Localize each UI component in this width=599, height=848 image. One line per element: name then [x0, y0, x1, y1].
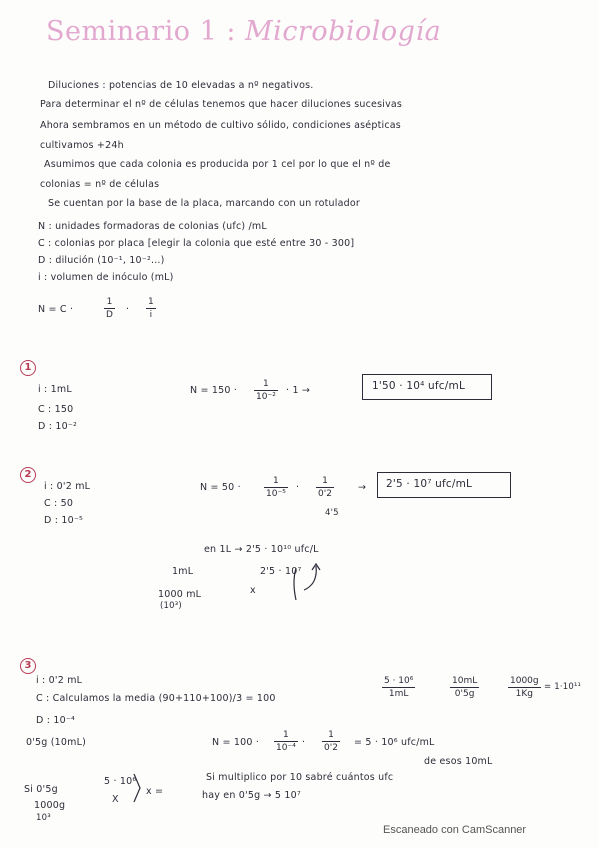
formula-fraction-i — [146, 297, 156, 320]
frac-num: 10mL — [452, 676, 478, 686]
definition-line: D : dilución (10⁻¹, 10⁻²...) — [38, 255, 165, 266]
ex3-equation: N = 100 · — [212, 737, 260, 748]
ex1-value: C : 150 — [38, 404, 74, 415]
ex2-value: i : 0'2 mL — [44, 481, 91, 492]
ex3-bottom-item: 5 · 10⁶ — [104, 776, 137, 787]
page-title — [46, 16, 441, 47]
ex3-value: 0'5g (10mL) — [26, 737, 86, 748]
ex2-fraction-2 — [316, 476, 334, 499]
frac-den: 0'2 — [318, 489, 332, 499]
ex2-conv-item: 1mL — [172, 566, 194, 577]
ex3-fraction-1 — [274, 730, 298, 753]
frac-den: 10⁻⁴ — [276, 743, 296, 753]
title-main: Seminario 1 : — [46, 16, 236, 47]
frac-num: 1 — [148, 297, 154, 307]
formula-dot: · — [126, 304, 130, 315]
frac-num: 1 — [322, 476, 328, 486]
ex1-fraction — [254, 379, 278, 402]
frac-den: D — [106, 310, 113, 320]
exercise-1-number: 1 — [20, 360, 36, 376]
intro-line: Ahora sembramos en un método de cultivo sólido, condiciones asépticas — [40, 120, 401, 131]
ex3-bottom-text: hay en 0'5g → 5 10⁷ — [202, 790, 301, 801]
ex1-result: 1'50 · 10⁴ ufc/mL — [372, 380, 465, 392]
definition-line: i : volumen de inóculo (mL) — [38, 272, 174, 283]
frac-num: 1 — [263, 379, 269, 389]
ex3-bottom-item: 10³ — [36, 813, 51, 823]
frac-num: 1000g — [510, 676, 539, 686]
frac-den: 1mL — [388, 689, 409, 699]
frac-den: 0'5g — [454, 689, 475, 699]
ex2-conv-item: 2'5 · 10⁷ — [260, 566, 302, 577]
intro-line: Para determinar el nº de células tenemos que hacer diluciones sucesivas — [40, 99, 403, 110]
frac-den: 10⁻⁵ — [266, 489, 286, 499]
frac-den: 1Kg — [515, 689, 533, 699]
ex2-result: 2'5 · 10⁷ ufc/mL — [386, 478, 473, 490]
exercise-3-number: 3 — [20, 658, 36, 674]
frac-den: i — [149, 310, 153, 320]
ex2-dot: · — [296, 482, 300, 493]
ex3-fraction-2 — [322, 730, 340, 753]
ex3-bottom-item: x = — [146, 786, 164, 797]
ex3-chain-fraction-1 — [382, 676, 415, 699]
ex2-extra: 4'5 — [325, 508, 339, 518]
ex3-value: D : 10⁻⁴ — [36, 715, 76, 726]
ex2-conv-item: 1000 mL — [158, 589, 202, 600]
intro-line: cultivamos +24h — [40, 140, 124, 151]
ex3-dot: · — [302, 737, 306, 748]
ex1-dot: · 1 → — [286, 385, 311, 396]
frac-den: 10⁻² — [256, 392, 276, 402]
formula-fraction-d — [104, 297, 115, 320]
ex2-arrow: → — [358, 482, 367, 493]
ex1-value: i : 1mL — [38, 384, 72, 395]
ex1-value: D : 10⁻² — [38, 421, 78, 432]
ex3-equation-result: = 5 · 10⁶ ufc/mL — [354, 737, 435, 748]
ex2-value: C : 50 — [44, 498, 74, 509]
ex3-chain-fraction-2 — [450, 676, 479, 699]
ex2-brace-arrow — [290, 560, 330, 606]
ex3-bottom-item: Si 0'5g — [24, 784, 58, 795]
frac-num: 1 — [328, 730, 334, 740]
ex3-bottom-item: X — [112, 794, 119, 805]
definition-line: N : unidades formadoras de colonias (ufc) /mL — [38, 221, 267, 232]
ex2-equation: N = 50 · — [200, 482, 241, 493]
ex3-chain-result: = 1·10¹¹ — [544, 682, 582, 692]
ex3-bottom-item: 1000g — [34, 800, 66, 811]
ex2-conversion-line: en 1L → 2'5 · 10¹⁰ ufc/L — [204, 544, 319, 555]
ex3-value: C : Calculamos la media (90+110+100)/3 = 100 — [36, 693, 276, 704]
formula-lhs: N = C · — [38, 304, 74, 315]
frac-num: 1 — [106, 297, 113, 307]
ex3-value: i : 0'2 mL — [36, 675, 83, 686]
intro-line: Diluciones : potencias de 10 elevadas a nº negativos. — [48, 80, 314, 91]
title-sub: Microbiología — [245, 16, 442, 47]
frac-den: 0'2 — [324, 743, 338, 753]
ex2-value: D : 10⁻⁵ — [44, 515, 84, 526]
scanner-watermark: Escaneado con CamScanner — [383, 824, 527, 836]
intro-line: colonias = nº de células — [40, 179, 160, 190]
ex2-conv-item: x — [250, 585, 256, 596]
exercise-2-number: 2 — [20, 467, 36, 483]
intro-line: Asumimos que cada colonia es producida por 1 cel por lo que el nº de — [44, 159, 391, 170]
ex3-bracket — [130, 772, 146, 804]
frac-num: 1 — [283, 730, 289, 740]
frac-num: 5 · 10⁶ — [384, 676, 414, 686]
frac-num: 1 — [273, 476, 279, 486]
ex3-note: de esos 10mL — [424, 756, 493, 767]
definition-line: C : colonias por placa [elegir la colonia que esté entre 30 - 300] — [38, 238, 355, 249]
ex2-fraction-1 — [264, 476, 288, 499]
intro-line: Se cuentan por la base de la placa, marcando con un rotulador — [48, 198, 360, 209]
ex2-conv-item: (10³) — [160, 601, 182, 611]
ex3-chain-fraction-3 — [508, 676, 541, 699]
ex1-equation: N = 150 · — [190, 385, 238, 396]
ex3-bottom-text: Si multiplico por 10 sabré cuántos ufc — [206, 772, 394, 783]
